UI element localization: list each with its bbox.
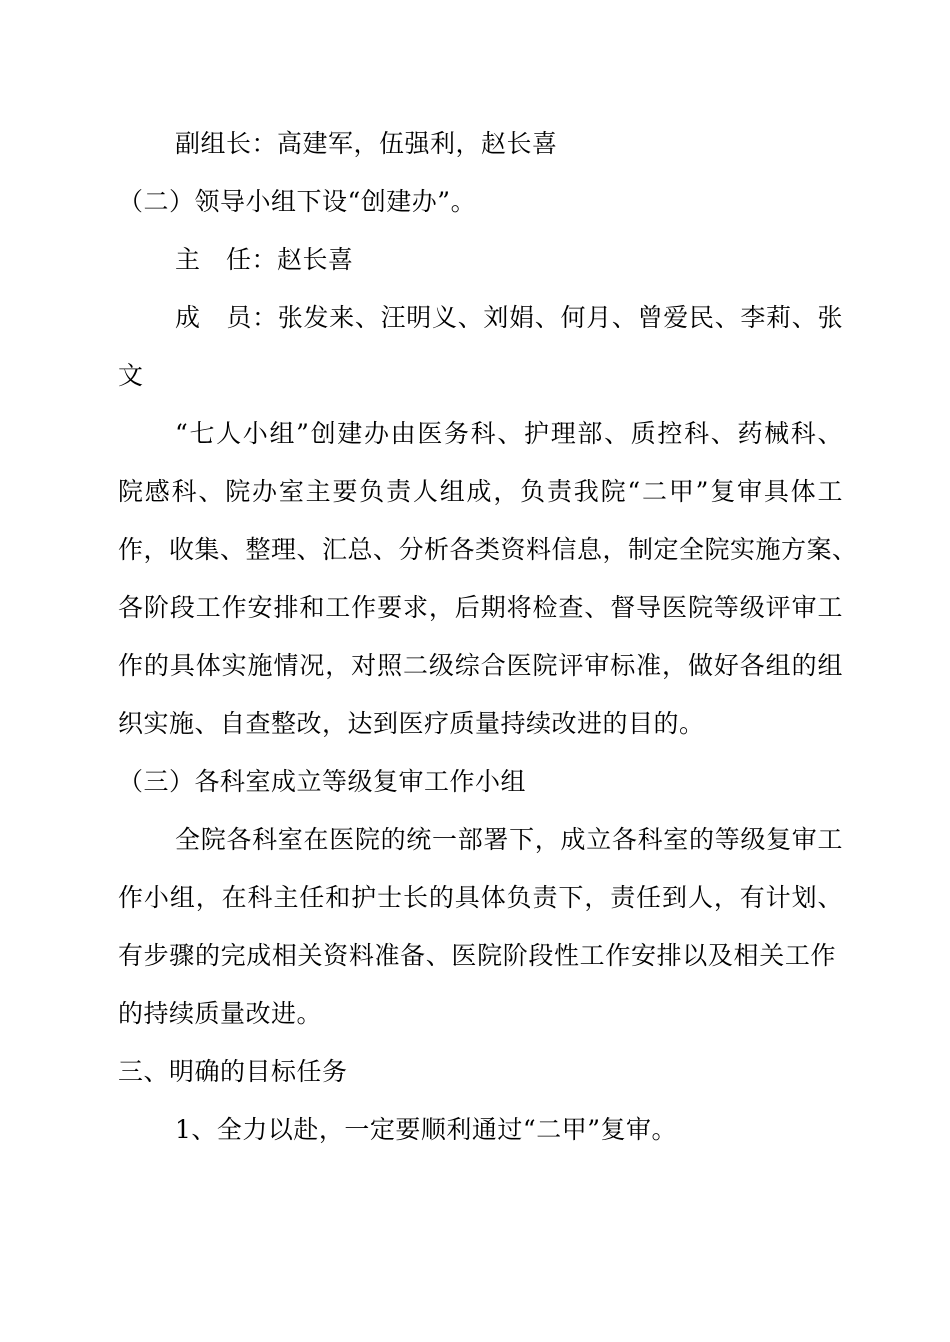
paragraph-1-line-5: 作的具体实施情况，对照二级综合医院评审标准，做好各组的组	[118, 651, 843, 680]
paragraph-1-line-2: 院感科、院办室主要负责人组成，负责我院“二甲”复审具体工	[118, 477, 843, 506]
section-heading-3: （三）各科室成立等级复审工作小组	[118, 767, 527, 796]
target-item-1: 1、全力以赴，一定要顺利通过“二甲”复审。	[175, 1115, 677, 1144]
paragraph-1-line-6: 织实施、自查整改，达到医疗质量持续改进的目的。	[118, 709, 705, 738]
paragraph-2-line-2: 作小组，在科主任和护士长的具体负责下，责任到人，有计划、	[118, 883, 843, 912]
paragraph-1-line-3: 作，收集、整理、汇总、分析各类资料信息，制定全院实施方案、	[118, 535, 858, 564]
members-line: 成 员：张发来、汪明义、刘娟、何月、曾爱民、李莉、张	[175, 303, 843, 332]
paragraph-2-line-1: 全院各科室在医院的统一部署下，成立各科室的等级复审工	[175, 825, 843, 854]
paragraph-1-line-4: 各阶段工作安排和工作要求，后期将检查、督导医院等级评审工	[118, 593, 843, 622]
section-heading-2: （二）领导小组下设“创建办”。	[118, 187, 477, 216]
main-heading-3: 三、明确的目标任务	[118, 1057, 348, 1086]
paragraph-2-line-4: 的持续质量改进。	[118, 999, 323, 1028]
director-line: 主 任：赵长喜	[175, 245, 354, 274]
deputy-leaders-line: 副组长：高建军，伍强利，赵长喜	[175, 129, 558, 158]
paragraph-1-line-1: “七人小组”创建办由医务科、护理部、质控科、药械科、	[175, 419, 843, 448]
paragraph-2-line-3: 有步骤的完成相关资料准备、医院阶段性工作安排以及相关工作	[118, 941, 836, 970]
members-line-continued: 文	[118, 361, 144, 390]
